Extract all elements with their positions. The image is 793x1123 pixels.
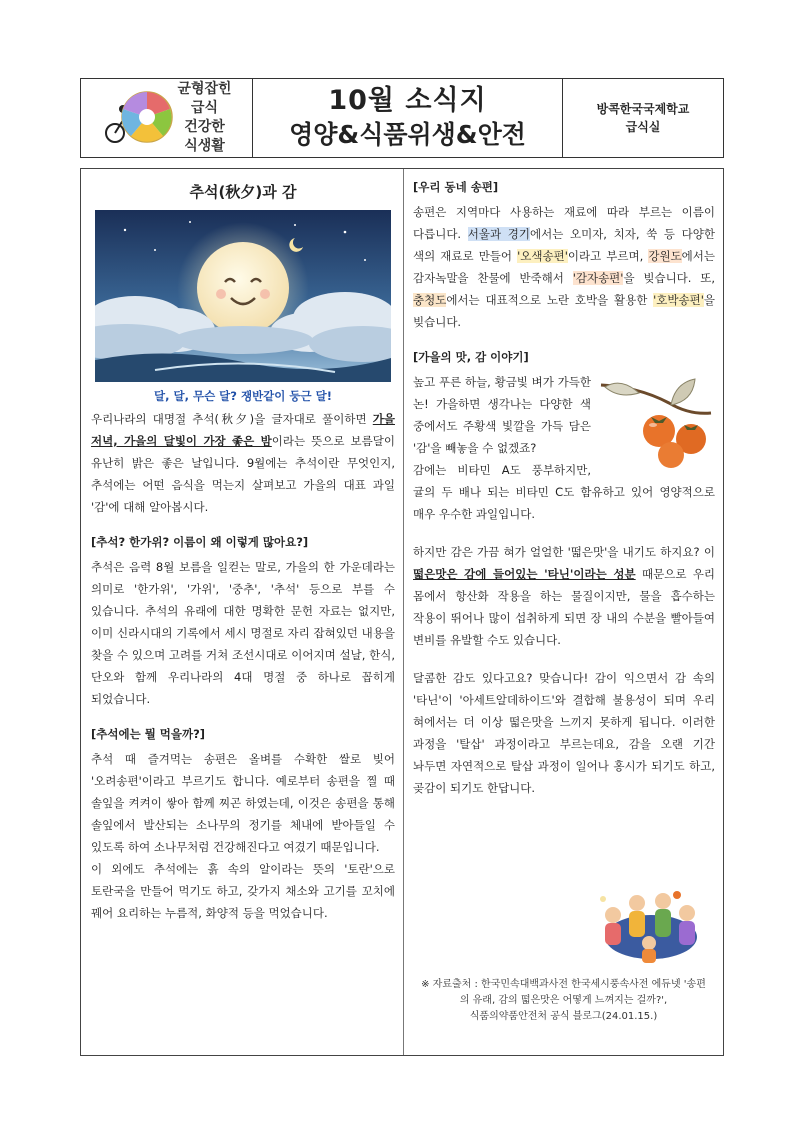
intro-paragraph xyxy=(91,408,395,518)
text: 때문으로 우리 몸에서 항산화 작용을 하는 물질이지만, 물을 흡수하는 작용이 뛰어나 많이 섭취하게 되면 장 내의 수분을 빨아들여 변비를 유발할 수도 있습니다. xyxy=(413,567,715,647)
intro-emphasis: 가을 저녁, 가을의 달빛이 가장 좋은 밤 xyxy=(91,412,395,448)
regional-songpyeon-paragraph xyxy=(413,201,715,333)
newsletter-subtitle: 영양&식품위생&안전 xyxy=(289,120,526,149)
tannin-paragraph xyxy=(413,541,715,651)
source-line: 의 유래, 감의 떫은맛은 어떻게 느껴지는 걸까?', xyxy=(459,995,668,1006)
songpyeon-paragraph: 추석 때 즐겨먹는 송편은 올벼를 수확한 쌀로 빚어 '오려송편'이라고 부르기도 합니다. 예로부터 송편을 찔 때 솔잎을 켜켜이 쌓아 함께 찌곤 하였는데, 이것은 송편을 통해 솔잎에서 발산되는 소나무의 정기를 체내에 받아들일 수 있도록 하여 소나무처럼 건강해진다고 여겼기 때문입니다. xyxy=(91,752,395,854)
text: 에서는 오미자, 치자, 쑥 등 다양한 색의 재료로 만들어 xyxy=(413,227,716,263)
motto-line: 급식 xyxy=(190,100,219,116)
department-name: 급식실 xyxy=(625,120,661,134)
highlight-hobak: '호박송편' xyxy=(653,293,704,307)
intro-text: 우리나라의 대명절 추석(秋夕)을 글자대로 풀이하면 xyxy=(91,412,373,426)
highlight-gangwon: 강원도 xyxy=(648,249,682,263)
school-name: 방콕한국국제학교 xyxy=(596,102,690,116)
highlight-osaek: '오색송편' xyxy=(517,249,568,263)
smiling-moon-illustration-icon xyxy=(95,210,391,382)
family-holiday-illustration-icon xyxy=(593,887,703,965)
persimmon-intro-paragraph: 높고 푸른 하늘, 황금빛 벼가 가득한 논! 가을하면 생각나는 다양한 색 중에서도 주황색 빛깔을 가득 담은 '감'을 빼놓을 수 없겠죠? xyxy=(413,375,591,455)
source-line: ※ 자료출처 : 한국민속대백과사전 한국세시풍속사전 에듀넷 '송편 xyxy=(421,979,706,990)
highlight-gamja: '감자송편' xyxy=(572,271,624,285)
motto-line: 식생활 xyxy=(184,138,225,154)
text: 을 빚습니다. 또, xyxy=(623,271,715,285)
sweet-persimmon-paragraph: 달콤한 감도 있다고요? 맞습니다! 감이 익으면서 감 속의 '타닌'이 '아세트알데하이드'와 결합해 불용성이 되며 우리 혀에서는 더 이상 떫은맛을 느끼지 못하게 됩니다. 이러한 과정을 '탈삽' 과정이라고 부르는데요, 감을 오랜 기간 놔두면 자연적으로 탈삽 과정이 일어나 홍시가 되기도 하고, 곶감이 되기도 한답니다. xyxy=(413,671,715,795)
chuseok-title: 추석(秋夕)과 감 xyxy=(189,183,297,201)
highlight-chungcheong: 충청도 xyxy=(413,293,447,307)
persimmon-branch-icon xyxy=(599,373,715,469)
text: 이라고 부르며, xyxy=(567,249,649,263)
text: 하지만 감은 가끔 혀가 얼얼한 '떫은맛'을 내기도 하지요? 이 xyxy=(413,545,715,559)
persimmon-vitamin-paragraph: 감에는 비타민 A도 풍부하지만, 귤의 두 배나 되는 비타민 C도 함유하고 있어 영양적으로 매우 우수한 과일입니다. xyxy=(413,463,715,521)
text: 에서는 대표적으로 노란 호박을 활용한 xyxy=(446,293,654,307)
logo-cell xyxy=(81,79,253,157)
highlight-seoul: 서울과 경기 xyxy=(467,227,530,241)
newsletter-header xyxy=(80,78,724,158)
source-line: 식품의약품안전처 공식 블로그(24.01.15.) xyxy=(469,1011,658,1022)
section-heading-songpyeon: [우리 동네 송편] xyxy=(413,180,499,194)
section-heading-persimmon: [가을의 맛, 감 이야기] xyxy=(413,350,529,364)
title-cell xyxy=(253,79,563,157)
healthy-eating-logo-icon xyxy=(101,87,173,149)
section-heading-names: [추석? 한가위? 이름이 왜 이렇게 많아요?] xyxy=(91,535,309,549)
other-food-paragraph: 이 외에도 추석에는 흙 속의 알이라는 뜻의 '토란'으로 토란국을 만들어 먹기도 하고, 갖가지 채소와 고기를 꼬치에 꿰어 요리하는 누름적, 화양적 등을 먹었습니다. xyxy=(91,862,395,920)
text: 송편은 지역마다 사용하는 재료에 따라 부르는 이름이 다릅니다. xyxy=(413,205,715,241)
school-cell xyxy=(563,79,723,157)
content-box xyxy=(80,168,724,1056)
intro-text: 이라는 뜻으로 보름달이 유난히 밝은 좋은 날입니다. 9월에는 추석이란 무엇인지, 추석에는 어떤 음식을 먹는지 살펴보고 가을의 대표 과일 '감'에 대해 알아봅시다. xyxy=(91,434,395,514)
source-citation xyxy=(408,977,719,1025)
text: 을 빚습니다. xyxy=(413,293,715,329)
motto-line: 균형잡힌 xyxy=(177,81,232,97)
image-caption: 달, 달, 무슨 달? 쟁반같이 둥근 달! xyxy=(154,389,332,403)
right-column xyxy=(404,169,723,1055)
motto xyxy=(177,80,231,156)
newsletter-title: 10월 소식지 xyxy=(328,85,487,116)
left-column xyxy=(81,169,404,1055)
motto-line: 건강한 xyxy=(184,119,225,135)
names-paragraph: 추석은 음력 8월 보름을 일컫는 말로, 가을의 한 가운데라는 의미로 '한가위', '가위', '중추', '추석' 등으로 부를 수 있습니다. 추석의 유래에 대한 명확한 문헌 자료는 없지만, 이미 신라시대의 기록에서 세시 명절로 자리 잡혀있던 내용을 찾을 수 있으며 고려를 거쳐 조선시대로 이어지며 설날, 한식, 단오와 함께 우리나라의 4대 명절 중 하나로 꼽히게 되었습니다. xyxy=(91,560,395,706)
tannin-emphasis: 떫은맛은 감에 들어있는 '타닌'이라는 성분 xyxy=(413,567,636,581)
section-heading-food: [추석에는 뭘 먹을까?] xyxy=(91,727,206,741)
text: 에서는 감자녹말을 찬물에 반죽해서 xyxy=(413,249,715,285)
